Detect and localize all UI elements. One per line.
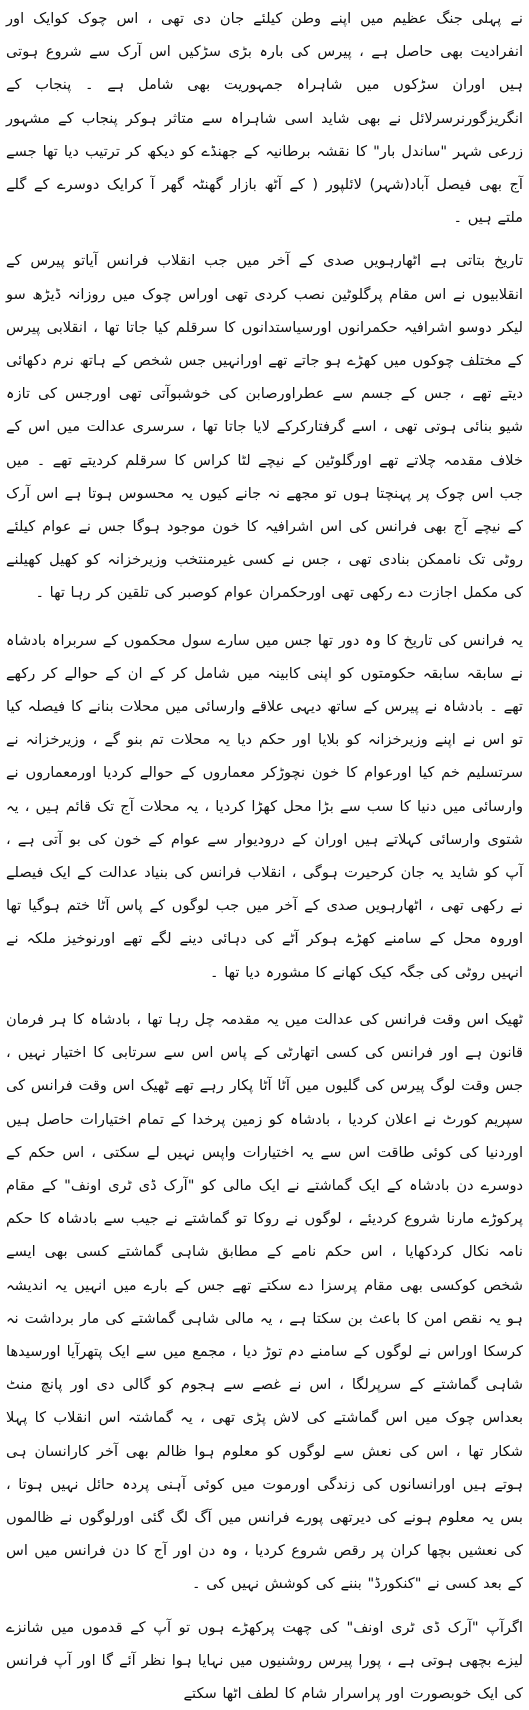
paragraph-4: ٹھیک اس وقت فرانس کی عدالت میں یہ مقدمہ چل رہا تھا ، بادشاہ کا ہر فرمان قانون ہے اور فرانس کی کسی اتھارٹی کے پاس اس سے سرتابی کا اختیار نہیں ، جس وقت لوگ پیرس کی گلیوں میں آٹا آٹا پکار رہے تھے ٹھیک اس وقت فرانس کی سپریم کورٹ نے اعلان کردیا ، بادشاہ کو زمین پرخدا کے تمام اختیارات حاصل ہیں اوردنیا کی کوئی طاقت اس سے یہ اختیارات واپس نہیں لے سکتی ، اس حکم کے دوسرے دن بادشاہ کے ایک گماشتے نے ایک مالی کو "آرک ڈی ٹری اونف" کے مقام پرکوڑے مارنا شروع کردیئے ، لوگوں نے روکا تو گماشتے نے جیب سے بادشاہ کا حکم نامہ نکال کردکھایا ، اس حکم نامے کے مطابق شاہی گماشتے کسی بھی ایسے شخص کوکسی بھی مقام پرسزا دے سکتے تھے جس کے بارے میں انہیں یہ اندیشہ ہو یہ نقص امن کا باعث بن سکتا ہے ، یہ مالی شاہی گماشتے کی مار برداشت نہ کرسکا اوراس نے لوگوں کے سامنے دم توڑ دیا ، مجمع میں سے ایک پتھرآیا اورسیدھا شاہی گماشتے کے سرپرلگا ، اس نے غصے سے ہجوم کو گالی دی اور پانچ منٹ بعداس چوک میں اس گماشتے کی لاش پڑی تھی ، یہ گماشتہ اس انقلاب کا پہلا شکار تھا ، اس کی نعش سے لوگوں کو معلوم ہوا ظالم بھی آخر کارانسان ہی ہوتے ہیں اورانسانوں کی زندگی اورموت میں کوئی آہنی پردہ حائل نہیں ہوتا ، بس یہ معلوم ہونے کی دیرتھی پورے فرانس میں آگ لگ گئی اورلوگوں نے ظالموں کی نعشیں بچھا کران پر رقص شروع کردیا ، وہ دن اور آج کا دن فرانس میں اس کے بعد کسی نے "کنکورڈ" بننے کی کوشش نہیں کی ۔: [6, 1010, 523, 1593]
paragraph-2: تاریخ بتاتی ہے اٹھارہویں صدی کے آخر میں جب انقلاب فرانس آیاتو پیرس کے انقلابیوں نے اس مقام پرگلوٹین نصب کردی تھی اوراس چوک میں روزانہ ڈیڑھ سو لیکر دوسو اشرافیہ حکمرانوں اورسیاستدانوں کا سرقلم کیا جاتا تھا ، انقلابی پیرس کے مختلف چوکوں میں کھڑے ہو جاتے تھے اورانہیں جس شخص کے ہاتھ نرم دکھائی دیتے تھے ، جس کے جسم سے عطراورصابن کی خوشبوآتی تھی اورجس کی تازہ شیو بنائی ہوتی تھی ، اسے گرفتارکرکے لایا جاتا تھا ، سرسری عدالت میں اس کے خلاف مقدمہ چلاتے تھے اورگلوٹین کے نیچے لٹا کراس کا سرقلم کردیتے تھے ۔ میں جب اس چوک پر پہنچتا ہوں تو مجھے نہ جانے کیوں یہ محسوس ہوتا ہے اس آرک کے نیچے آج بھی فرانس کی اس اشرافیہ کا خون موجود ہوگا جس نے عوام کیلئے روٹی تک ناممکن بنادی تھی ، جس نے کسی غیرمنتخب وزیرخزانہ کو کھیل کھیلنے کی مکمل اجازت دے رکھی تھی اورحکمران عوام کوصبر کی تلقین کر رہا تھا ۔: [6, 252, 523, 602]
paragraph-1: نے پہلی جنگ عظیم میں اپنے وطن کیلئے جان دی تھی ، اس چوک کوایک اور انفرادیت بھی حاصل ہے ، پیرس کی بارہ بڑی سڑکیں اس آرک سے شروع ہوتی ہیں اوران سڑکوں میں شاہراہ جمہوریت بھی شامل ہے ۔ پنجاب کے انگریزگورنرسرلائل نے بھی شاید اسی شاہراہ سے متاثر ہوکر پنجاب کے مشہور زرعی شہر "ساندل بار" کا نقشہ برطانیہ کے جھنڈے کو دیکھ کر ترتیب دیا تھا جسے آج بھی فیصل آباد(شہر) لائلپور ( کے آٹھ بازار گھنٹہ گھر آ کرایک دوسرے کے گلے ملتے ہیں ۔: [6, 10, 523, 227]
paragraph-3: یہ فرانس کی تاریخ کا وہ دور تھا جس میں سارے سول محکموں کے سربراہ بادشاہ نے سابقہ سابقہ حکومتوں کو اپنی کابینہ میں شامل کر کے ان کے حوالے کر رکھے تھے ۔ بادشاہ نے پیرس کے ساتھ دیہی علاقے وارسائی میں محلات بنانے کا فیصلہ کیا تو اس نے اپنے وزیرخزانہ کو بلایا اور حکم دیا یہ محلات تم بنو گے ، وزیرخزانہ نے سرتسلیم خم کیا اورعوام کا خون نچوڑکر معماروں کے حوالے کردیا اورمعماروں نے وارسائی میں دنیا کا سب سے بڑا محل کھڑا کردیا ، یہ محلات آج تک قائم ہیں ، یہ شتوی وارسائی کہلاتے ہیں اوران کے درودیوار سے عوام کے خون کی بو آتی ہے ، آپ کو شاید یہ جان کرحیرت ہوگی ، انقلاب فرانس کی بنیاد عدالت کے ایک فیصلے نے رکھی تھی ، اٹھارہویں صدی کے آخر میں جب لوگوں کے پاس آٹا ختم ہوگیا تھا اوروہ محل کے سامنے کھڑے ہوکر آٹے کی دہائی دینے لگے تھے اورنوخیز ملکہ نے انہیں روٹی کی جگہ کیک کھانے کا مشورہ دیا تھا ۔: [6, 631, 523, 981]
paragraph-5: اگرآپ "آرک ڈی ٹری اونف" کی چھت پرکھڑے ہوں تو آپ کے قدموں میں شانزے لیزے بچھی ہوتی ہے ، پورا پیرس روشنیوں میں نہایا ہوا نظر آئے گا اور آپ فرانس کی ایک خوبصورت اور پراسرار شام کا لطف اٹھا سکتے: [6, 1618, 523, 1702]
